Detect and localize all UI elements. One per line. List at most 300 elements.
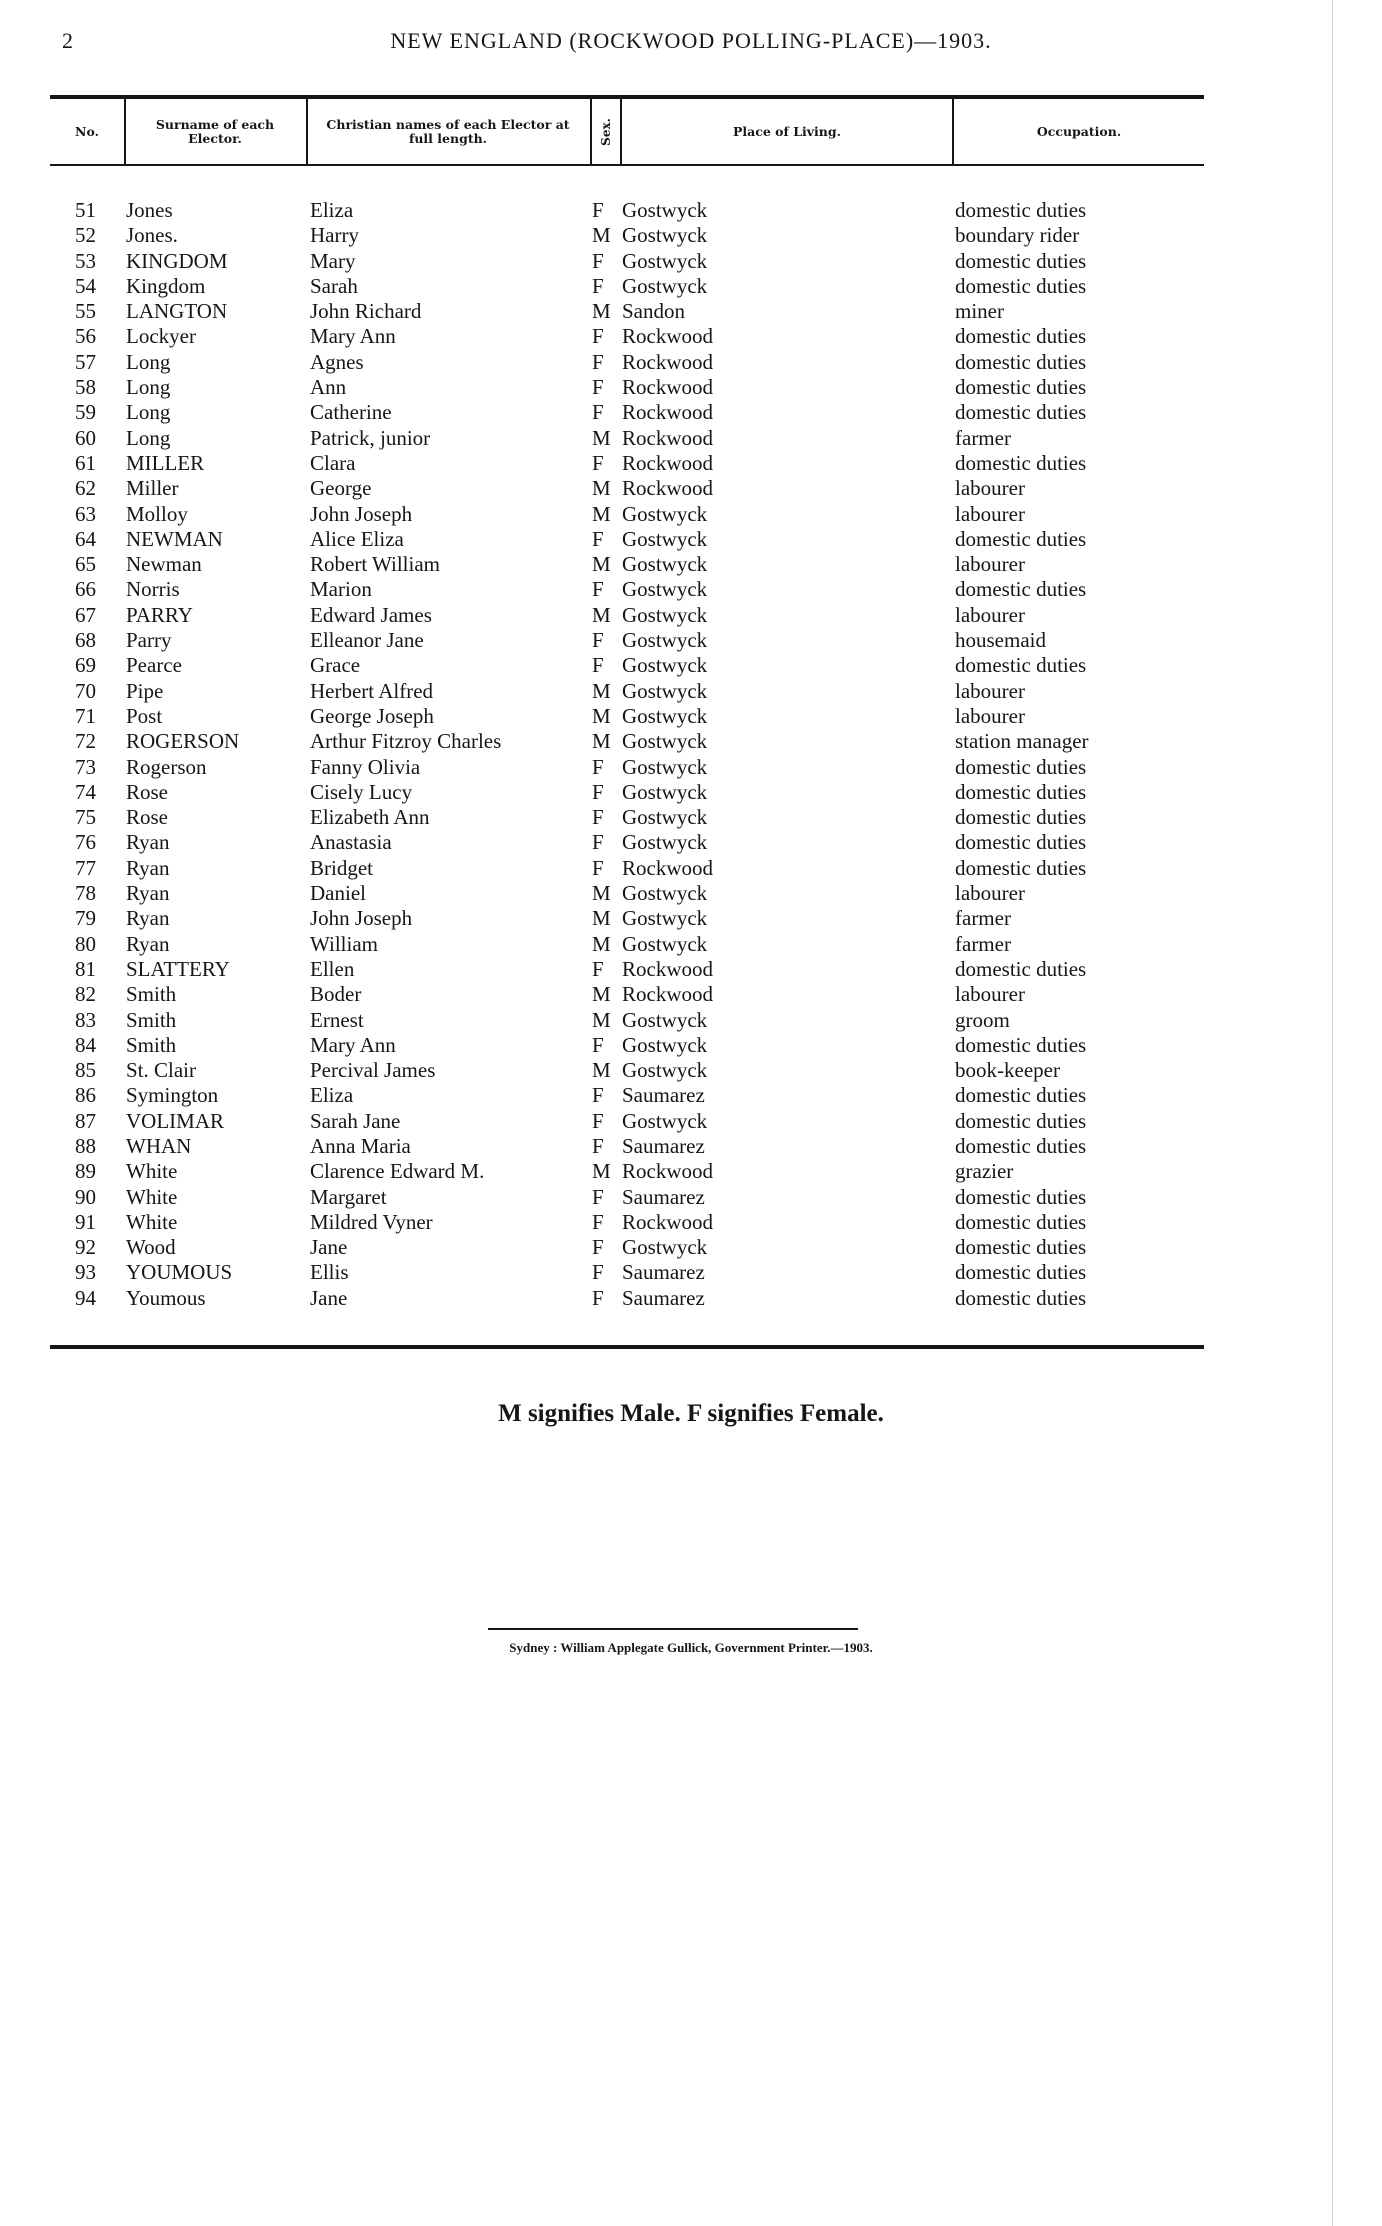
elector-number: 81 bbox=[75, 956, 96, 981]
elector-sex: F bbox=[592, 855, 604, 880]
elector-number: 79 bbox=[75, 906, 96, 931]
elector-occupation: domestic duties bbox=[955, 805, 1087, 830]
elector-occupation: labourer bbox=[955, 501, 1025, 526]
elector-christian-names: Robert William bbox=[310, 552, 440, 577]
column-header-no: No. bbox=[75, 123, 99, 139]
elector-christian-names: Clara bbox=[310, 450, 356, 475]
elector-sex: M bbox=[592, 602, 611, 627]
elector-occupation: station manager bbox=[955, 729, 1089, 754]
elector-surname: Long bbox=[126, 400, 171, 425]
elector-christian-names: Catherine bbox=[310, 400, 392, 425]
elector-number: 82 bbox=[75, 982, 96, 1007]
elector-surname: Long bbox=[126, 349, 171, 374]
elector-sex: F bbox=[592, 1108, 604, 1133]
elector-sex: M bbox=[592, 906, 611, 931]
elector-occupation: groom bbox=[955, 1007, 1010, 1032]
elector-place-of-living: Rockwood bbox=[622, 349, 713, 374]
table-row bbox=[0, 729, 1382, 754]
elector-surname: Norris bbox=[126, 577, 180, 602]
elector-sex: F bbox=[592, 1260, 604, 1285]
table-bottom-rule bbox=[50, 1345, 1204, 1349]
elector-occupation: labourer bbox=[955, 602, 1025, 627]
table-row bbox=[0, 628, 1382, 653]
elector-number: 91 bbox=[75, 1209, 96, 1234]
elector-number: 64 bbox=[75, 526, 96, 551]
elector-sex: F bbox=[592, 1285, 604, 1310]
elector-surname: Pipe bbox=[126, 678, 164, 703]
elector-place-of-living: Gostwyck bbox=[622, 931, 708, 956]
elector-number: 93 bbox=[75, 1260, 96, 1285]
page-title: NEW ENGLAND (ROCKWOOD POLLING-PLACE)—1903. bbox=[390, 28, 992, 53]
elector-christian-names: Elizabeth Ann bbox=[310, 805, 430, 830]
table-row bbox=[0, 982, 1382, 1007]
elector-christian-names: Edward James bbox=[310, 602, 432, 627]
elector-surname: Kingdom bbox=[126, 273, 206, 298]
table-row bbox=[0, 881, 1382, 906]
elector-place-of-living: Gostwyck bbox=[622, 273, 708, 298]
elector-place-of-living: Rockwood bbox=[622, 476, 713, 501]
elector-sex: M bbox=[592, 729, 611, 754]
table-row bbox=[0, 1109, 1382, 1134]
sex-legend: M signifies Male. F signifies Female. bbox=[498, 1400, 884, 1427]
elector-place-of-living: Gostwyck bbox=[622, 501, 708, 526]
elector-place-of-living: Saumarez bbox=[622, 1083, 705, 1108]
elector-place-of-living: Saumarez bbox=[622, 1184, 705, 1209]
elector-place-of-living: Gostwyck bbox=[622, 653, 708, 678]
elector-number: 92 bbox=[75, 1235, 96, 1260]
elector-christian-names: Boder bbox=[310, 982, 362, 1007]
elector-sex: F bbox=[592, 830, 604, 855]
elector-occupation: labourer bbox=[955, 881, 1025, 906]
table-row bbox=[0, 249, 1382, 274]
elector-number: 87 bbox=[75, 1108, 96, 1133]
elector-surname: Jones. bbox=[126, 223, 178, 248]
table-row bbox=[0, 957, 1382, 982]
elector-occupation: domestic duties bbox=[955, 754, 1087, 779]
elector-surname: Symington bbox=[126, 1083, 219, 1108]
elector-occupation: domestic duties bbox=[955, 400, 1087, 425]
elector-surname: WHAN bbox=[126, 1133, 192, 1158]
table-row bbox=[0, 426, 1382, 451]
elector-christian-names: Grace bbox=[310, 653, 361, 678]
elector-number: 84 bbox=[75, 1032, 96, 1057]
elector-surname: LANGTON bbox=[126, 299, 228, 324]
table-row bbox=[0, 603, 1382, 628]
table-row bbox=[0, 679, 1382, 704]
elector-place-of-living: Gostwyck bbox=[622, 526, 708, 551]
elector-number: 57 bbox=[75, 349, 96, 374]
table-row bbox=[0, 1185, 1382, 1210]
elector-sex: M bbox=[592, 678, 611, 703]
elector-place-of-living: Rockwood bbox=[622, 956, 713, 981]
elector-surname: Rogerson bbox=[126, 754, 207, 779]
elector-sex: F bbox=[592, 450, 604, 475]
elector-sex: F bbox=[592, 1235, 604, 1260]
elector-surname: Lockyer bbox=[126, 324, 196, 349]
elector-number: 58 bbox=[75, 375, 96, 400]
elector-occupation: domestic duties bbox=[955, 349, 1087, 374]
table-row bbox=[0, 1033, 1382, 1058]
elector-number: 88 bbox=[75, 1133, 96, 1158]
elector-number: 53 bbox=[75, 248, 96, 273]
elector-christian-names: George Joseph bbox=[310, 703, 434, 728]
elector-surname: Long bbox=[126, 375, 171, 400]
elector-surname: White bbox=[126, 1159, 178, 1184]
elector-place-of-living: Gostwyck bbox=[622, 1032, 708, 1057]
elector-number: 60 bbox=[75, 425, 96, 450]
elector-occupation: book-keeper bbox=[955, 1058, 1060, 1083]
elector-place-of-living: Rockwood bbox=[622, 425, 713, 450]
elector-surname: YOUMOUS bbox=[126, 1260, 233, 1285]
column-header-occupation: Occupation. bbox=[1036, 123, 1122, 139]
column-header-surname: Surname of each Elector. bbox=[155, 116, 275, 146]
elector-christian-names: John Joseph bbox=[310, 501, 413, 526]
elector-number: 90 bbox=[75, 1184, 96, 1209]
elector-place-of-living: Gostwyck bbox=[622, 678, 708, 703]
elector-christian-names: Mildred Vyner bbox=[310, 1209, 433, 1234]
elector-place-of-living: Gostwyck bbox=[622, 830, 708, 855]
elector-occupation: domestic duties bbox=[955, 1260, 1087, 1285]
elector-sex: F bbox=[592, 400, 604, 425]
elector-surname: Molloy bbox=[126, 501, 188, 526]
elector-place-of-living: Gostwyck bbox=[622, 628, 708, 653]
elector-occupation: labourer bbox=[955, 552, 1025, 577]
elector-sex: F bbox=[592, 375, 604, 400]
elector-occupation: domestic duties bbox=[955, 1083, 1087, 1108]
elector-place-of-living: Gostwyck bbox=[622, 198, 708, 222]
table-row bbox=[0, 299, 1382, 324]
elector-surname: Ryan bbox=[126, 855, 170, 880]
elector-christian-names: Ann bbox=[310, 375, 347, 400]
elector-occupation: domestic duties bbox=[955, 324, 1087, 349]
elector-occupation: domestic duties bbox=[955, 1108, 1087, 1133]
elector-place-of-living: Sandon bbox=[622, 299, 685, 324]
elector-occupation: domestic duties bbox=[955, 577, 1087, 602]
elector-place-of-living: Rockwood bbox=[622, 324, 713, 349]
elector-occupation: domestic duties bbox=[955, 375, 1087, 400]
elector-sex: F bbox=[592, 324, 604, 349]
elector-place-of-living: Rockwood bbox=[622, 450, 713, 475]
elector-place-of-living: Gostwyck bbox=[622, 1007, 708, 1032]
elector-occupation: housemaid bbox=[955, 628, 1046, 653]
column-header-place: Place of Living. bbox=[733, 123, 841, 139]
elector-sex: M bbox=[592, 1007, 611, 1032]
elector-occupation: domestic duties bbox=[955, 1235, 1087, 1260]
column-divider bbox=[306, 99, 308, 164]
elector-occupation: farmer bbox=[955, 906, 1011, 931]
elector-sex: M bbox=[592, 425, 611, 450]
elector-sex: F bbox=[592, 248, 604, 273]
elector-place-of-living: Gostwyck bbox=[622, 779, 708, 804]
elector-sex: M bbox=[592, 299, 611, 324]
elector-surname: Rose bbox=[126, 805, 168, 830]
elector-sex: M bbox=[592, 552, 611, 577]
elector-occupation: domestic duties bbox=[955, 526, 1087, 551]
elector-occupation: domestic duties bbox=[955, 779, 1087, 804]
elector-christian-names: Arthur Fitzroy Charles bbox=[310, 729, 502, 754]
elector-occupation: domestic duties bbox=[955, 1285, 1087, 1310]
column-header-christian-names: Christian names of each Elector at full length. bbox=[326, 116, 570, 146]
elector-surname: White bbox=[126, 1184, 178, 1209]
table-row bbox=[0, 274, 1382, 299]
elector-christian-names: Mary Ann bbox=[310, 1032, 396, 1057]
elector-christian-names: Bridget bbox=[310, 855, 373, 880]
elector-occupation: domestic duties bbox=[955, 653, 1087, 678]
elector-christian-names: Fanny Olivia bbox=[310, 754, 421, 779]
elector-occupation: domestic duties bbox=[955, 1209, 1087, 1234]
elector-sex: F bbox=[592, 805, 604, 830]
elector-place-of-living: Gostwyck bbox=[622, 906, 708, 931]
elector-christian-names: Anastasia bbox=[310, 830, 392, 855]
elector-place-of-living: Rockwood bbox=[622, 1159, 713, 1184]
elector-sex: F bbox=[592, 198, 604, 222]
elector-christian-names: Clarence Edward M. bbox=[310, 1159, 485, 1184]
table-row bbox=[0, 1008, 1382, 1033]
elector-number: 54 bbox=[75, 273, 96, 298]
elector-sex: F bbox=[592, 1209, 604, 1234]
elector-christian-names: Alice Eliza bbox=[310, 526, 404, 551]
elector-place-of-living: Gostwyck bbox=[622, 577, 708, 602]
elector-christian-names: Ellen bbox=[310, 956, 355, 981]
elector-sex: M bbox=[592, 1159, 611, 1184]
elector-sex: M bbox=[592, 476, 611, 501]
table-row bbox=[0, 527, 1382, 552]
elector-place-of-living: Gostwyck bbox=[622, 552, 708, 577]
elector-place-of-living: Rockwood bbox=[622, 982, 713, 1007]
table-row bbox=[0, 223, 1382, 248]
imprint-rule bbox=[488, 1628, 858, 1630]
elector-place-of-living: Gostwyck bbox=[622, 1058, 708, 1083]
elector-place-of-living: Gostwyck bbox=[622, 1108, 708, 1133]
elector-sex: F bbox=[592, 754, 604, 779]
elector-place-of-living: Gostwyck bbox=[622, 602, 708, 627]
elector-sex: M bbox=[592, 703, 611, 728]
table-row bbox=[0, 552, 1382, 577]
elector-number: 69 bbox=[75, 653, 96, 678]
elector-christian-names: William bbox=[310, 931, 378, 956]
elector-surname: MILLER bbox=[126, 450, 205, 475]
table-row bbox=[0, 476, 1382, 501]
elector-number: 83 bbox=[75, 1007, 96, 1032]
elector-occupation: domestic duties bbox=[955, 248, 1087, 273]
elector-christian-names: Sarah bbox=[310, 273, 358, 298]
elector-sex: M bbox=[592, 501, 611, 526]
elector-number: 68 bbox=[75, 628, 96, 653]
printer-imprint: Sydney : William Applegate Gullick, Government Printer.—1903. bbox=[509, 1640, 873, 1655]
elector-sex: F bbox=[592, 1133, 604, 1158]
table-row bbox=[0, 375, 1382, 400]
elector-place-of-living: Gostwyck bbox=[622, 805, 708, 830]
elector-number: 62 bbox=[75, 476, 96, 501]
elector-place-of-living: Gostwyck bbox=[622, 754, 708, 779]
table-row bbox=[0, 830, 1382, 855]
elector-place-of-living: Gostwyck bbox=[622, 248, 708, 273]
elector-place-of-living: Gostwyck bbox=[622, 703, 708, 728]
elector-place-of-living: Gostwyck bbox=[622, 223, 708, 248]
elector-number: 78 bbox=[75, 881, 96, 906]
table-row bbox=[0, 1083, 1382, 1108]
elector-sex: F bbox=[592, 628, 604, 653]
table-row bbox=[0, 932, 1382, 957]
table-row bbox=[0, 1134, 1382, 1159]
elector-christian-names: John Joseph bbox=[310, 906, 413, 931]
table-row bbox=[0, 856, 1382, 881]
table-row bbox=[0, 451, 1382, 476]
table-row bbox=[0, 755, 1382, 780]
elector-number: 85 bbox=[75, 1058, 96, 1083]
elector-sex: M bbox=[592, 982, 611, 1007]
elector-sex: M bbox=[592, 931, 611, 956]
elector-occupation: labourer bbox=[955, 476, 1025, 501]
table-row bbox=[0, 1286, 1382, 1311]
column-header-sex-cell bbox=[592, 99, 620, 164]
electors-table-body bbox=[0, 198, 1382, 1311]
elector-number: 66 bbox=[75, 577, 96, 602]
elector-occupation: farmer bbox=[955, 425, 1011, 450]
elector-occupation: domestic duties bbox=[955, 830, 1087, 855]
elector-surname: Pearce bbox=[126, 653, 182, 678]
elector-surname: Ryan bbox=[126, 931, 170, 956]
elector-christian-names: Sarah Jane bbox=[310, 1108, 401, 1133]
elector-christian-names: Harry bbox=[310, 223, 359, 248]
elector-occupation: domestic duties bbox=[955, 1184, 1087, 1209]
elector-number: 61 bbox=[75, 450, 96, 475]
elector-sex: F bbox=[592, 956, 604, 981]
elector-sex: M bbox=[592, 223, 611, 248]
elector-occupation: grazier bbox=[955, 1159, 1014, 1184]
elector-surname: Miller bbox=[126, 476, 179, 501]
page-number: 2 bbox=[62, 28, 73, 53]
elector-place-of-living: Gostwyck bbox=[622, 729, 708, 754]
elector-christian-names: Jane bbox=[310, 1235, 348, 1260]
elector-number: 73 bbox=[75, 754, 96, 779]
elector-christian-names: Eliza bbox=[310, 1083, 354, 1108]
elector-number: 63 bbox=[75, 501, 96, 526]
elector-surname: Newman bbox=[126, 552, 202, 577]
elector-surname: Jones bbox=[126, 198, 173, 222]
elector-number: 77 bbox=[75, 855, 96, 880]
elector-christian-names: Mary Ann bbox=[310, 324, 396, 349]
elector-surname: Parry bbox=[126, 628, 172, 653]
elector-number: 75 bbox=[75, 805, 96, 830]
column-divider bbox=[124, 99, 126, 164]
elector-place-of-living: Gostwyck bbox=[622, 881, 708, 906]
elector-christian-names: Eliza bbox=[310, 198, 354, 222]
elector-surname: Post bbox=[126, 703, 163, 728]
elector-occupation: labourer bbox=[955, 703, 1025, 728]
elector-christian-names: Patrick, junior bbox=[310, 425, 431, 450]
elector-sex: M bbox=[592, 881, 611, 906]
elector-surname: NEWMAN bbox=[126, 526, 223, 551]
table-row bbox=[0, 805, 1382, 830]
elector-occupation: labourer bbox=[955, 678, 1025, 703]
elector-number: 71 bbox=[75, 703, 96, 728]
elector-occupation: boundary rider bbox=[955, 223, 1080, 248]
elector-surname: Ryan bbox=[126, 830, 170, 855]
elector-surname: Ryan bbox=[126, 906, 170, 931]
elector-occupation: domestic duties bbox=[955, 450, 1087, 475]
table-row bbox=[0, 1210, 1382, 1235]
elector-surname: Long bbox=[126, 425, 171, 450]
table-row bbox=[0, 350, 1382, 375]
elector-christian-names: John Richard bbox=[310, 299, 422, 324]
table-row bbox=[0, 704, 1382, 729]
table-row bbox=[0, 400, 1382, 425]
elector-number: 70 bbox=[75, 678, 96, 703]
elector-surname: ROGERSON bbox=[126, 729, 240, 754]
elector-surname: Wood bbox=[126, 1235, 176, 1260]
elector-number: 55 bbox=[75, 299, 96, 324]
table-row bbox=[0, 1058, 1382, 1083]
elector-number: 80 bbox=[75, 931, 96, 956]
elector-place-of-living: Rockwood bbox=[622, 400, 713, 425]
elector-place-of-living: Gostwyck bbox=[622, 1235, 708, 1260]
elector-number: 65 bbox=[75, 552, 96, 577]
elector-occupation: domestic duties bbox=[955, 198, 1087, 222]
elector-surname: Smith bbox=[126, 982, 177, 1007]
elector-christian-names: Herbert Alfred bbox=[310, 678, 434, 703]
elector-christian-names: Percival James bbox=[310, 1058, 436, 1083]
elector-sex: F bbox=[592, 273, 604, 298]
column-header-sex: Sex. bbox=[598, 117, 613, 146]
elector-sex: F bbox=[592, 653, 604, 678]
table-row bbox=[0, 780, 1382, 805]
elector-occupation: labourer bbox=[955, 982, 1025, 1007]
elector-surname: Smith bbox=[126, 1032, 177, 1057]
elector-sex: F bbox=[592, 1184, 604, 1209]
elector-surname: White bbox=[126, 1209, 178, 1234]
elector-christian-names: Agnes bbox=[310, 349, 364, 374]
elector-number: 76 bbox=[75, 830, 96, 855]
table-row bbox=[0, 1159, 1382, 1184]
elector-sex: F bbox=[592, 526, 604, 551]
elector-number: 94 bbox=[75, 1285, 96, 1310]
elector-christian-names: Daniel bbox=[310, 881, 366, 906]
elector-christian-names: Elleanor Jane bbox=[310, 628, 424, 653]
elector-number: 89 bbox=[75, 1159, 96, 1184]
elector-surname: Youmous bbox=[126, 1285, 206, 1310]
elector-occupation: domestic duties bbox=[955, 956, 1087, 981]
elector-occupation: domestic duties bbox=[955, 273, 1087, 298]
elector-christian-names: Jane bbox=[310, 1285, 348, 1310]
elector-christian-names: Anna Maria bbox=[310, 1133, 411, 1158]
elector-christian-names: Mary bbox=[310, 248, 356, 273]
elector-place-of-living: Saumarez bbox=[622, 1260, 705, 1285]
elector-number: 72 bbox=[75, 729, 96, 754]
elector-place-of-living: Saumarez bbox=[622, 1285, 705, 1310]
elector-occupation: domestic duties bbox=[955, 1133, 1087, 1158]
elector-sex: F bbox=[592, 779, 604, 804]
elector-occupation: domestic duties bbox=[955, 855, 1087, 880]
elector-christian-names: Ellis bbox=[310, 1260, 349, 1285]
table-row bbox=[0, 1235, 1382, 1260]
elector-surname: PARRY bbox=[126, 602, 193, 627]
table-row bbox=[0, 906, 1382, 931]
elector-occupation: domestic duties bbox=[955, 1032, 1087, 1057]
elector-christian-names: Margaret bbox=[310, 1184, 387, 1209]
table-row bbox=[0, 198, 1382, 223]
elector-number: 51 bbox=[75, 198, 96, 222]
elector-number: 59 bbox=[75, 400, 96, 425]
elector-surname: St. Clair bbox=[126, 1058, 197, 1083]
elector-number: 56 bbox=[75, 324, 96, 349]
elector-occupation: miner bbox=[955, 299, 1004, 324]
elector-surname: Ryan bbox=[126, 881, 170, 906]
elector-occupation: farmer bbox=[955, 931, 1011, 956]
elector-surname: Smith bbox=[126, 1007, 177, 1032]
table-row bbox=[0, 502, 1382, 527]
elector-christian-names: Marion bbox=[310, 577, 372, 602]
